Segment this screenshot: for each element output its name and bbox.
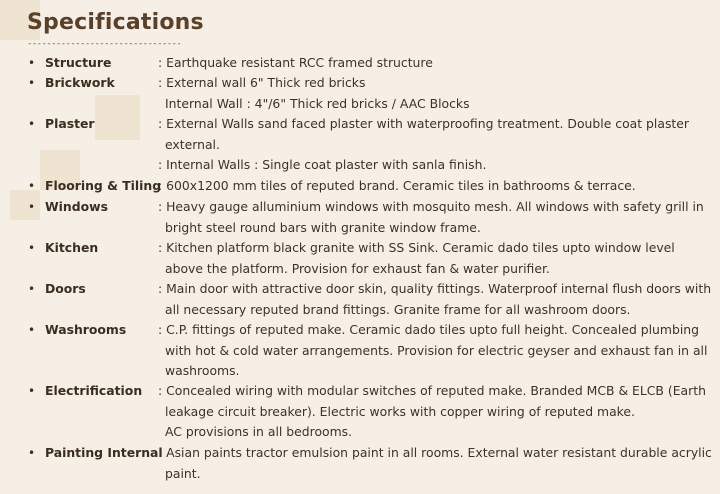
spec-description	[158, 443, 712, 484]
spec-label: Painting Internal	[45, 445, 163, 460]
spec-description	[158, 197, 708, 238]
spec-line: paint.	[165, 465, 201, 481]
bullet-icon: •	[28, 323, 36, 337]
spec-line: : Concealed wiring with modular switches of reputed make. Branded MCB & ELCB (Earth	[158, 383, 706, 398]
spec-label: Electrification	[45, 383, 143, 398]
spec-line: : Heavy gauge alluminium windows with mosquito mesh. All windows with safety grill in	[158, 199, 704, 214]
bullet-icon: •	[28, 56, 36, 70]
spec-line: : C.P. fittings of reputed make. Ceramic dado tiles upto full height. Concealed plumbing	[158, 322, 699, 337]
spec-description	[158, 381, 708, 443]
background-square	[10, 190, 40, 220]
bullet-icon: •	[28, 179, 36, 193]
spec-line: : Asian paints tractor emulsion paint in all rooms. External water resistant durable acrylic	[158, 445, 712, 460]
bullet-icon: •	[28, 384, 36, 398]
spec-line: AC provisions in all bedrooms.	[165, 424, 353, 439]
spec-line: washrooms.	[165, 363, 240, 378]
bullet-icon: •	[28, 76, 36, 90]
bullet-icon: •	[28, 117, 36, 131]
spec-line: : Internal Walls : Single coat plaster with sanla finish.	[158, 157, 487, 172]
spec-description	[158, 320, 708, 382]
spec-description	[158, 238, 708, 279]
spec-line: bright steel round bars with granite window frame.	[165, 219, 481, 235]
spec-line: Internal Wall : 4"/6" Thick red bricks / AAC Blocks	[165, 95, 470, 111]
spec-label: Structure	[45, 55, 112, 70]
spec-description	[158, 114, 708, 176]
bullet-icon: •	[28, 282, 36, 296]
bullet-icon: •	[28, 446, 36, 460]
spec-line: : Earthquake resistant RCC framed structure	[158, 55, 433, 70]
spec-line: above the platform. Provision for exhaust fan & water purifier.	[165, 260, 550, 276]
spec-label: Plaster	[45, 116, 95, 131]
background-square	[95, 95, 140, 140]
spec-description	[158, 73, 708, 114]
spec-label: Flooring & Tiling	[45, 178, 162, 193]
spec-line: all necessary reputed brand fittings. Granite frame for all washroom doors.	[165, 301, 631, 317]
spec-label: Washrooms	[45, 322, 127, 337]
bullet-icon: •	[28, 200, 36, 214]
spec-description	[158, 53, 708, 74]
spec-line: : Main door with attractive door skin, quality fittings. Waterproof internal flush doors with	[158, 281, 712, 296]
spec-line: : External wall 6" Thick red bricks	[158, 75, 366, 90]
spec-line: external.	[165, 136, 220, 152]
title-underline: --------------------------------	[27, 39, 182, 49]
spec-line: leakage circuit breaker). Electric works with copper wiring of reputed make.	[165, 403, 635, 419]
bullet-icon: •	[28, 241, 36, 255]
spec-line: with hot & cold water arrangements. Provision for electric geyser and exhaust fan in all	[165, 342, 708, 358]
spec-description	[158, 279, 712, 320]
spec-label: Windows	[45, 199, 108, 214]
spec-label: Brickwork	[45, 75, 115, 90]
spec-line: : 600x1200 mm tiles of reputed brand. Ceramic tiles in bathrooms & terrace.	[158, 178, 636, 193]
spec-line: : Kitchen platform black granite with SS Sink. Ceramic dado tiles upto window level	[158, 240, 675, 255]
spec-description	[158, 176, 708, 197]
spec-line: : External Walls sand faced plaster with waterproofing treatment. Double coat plaster	[158, 116, 689, 131]
page-title: Specifications	[27, 10, 204, 35]
spec-label: Kitchen	[45, 240, 99, 255]
spec-label: Doors	[45, 281, 86, 296]
